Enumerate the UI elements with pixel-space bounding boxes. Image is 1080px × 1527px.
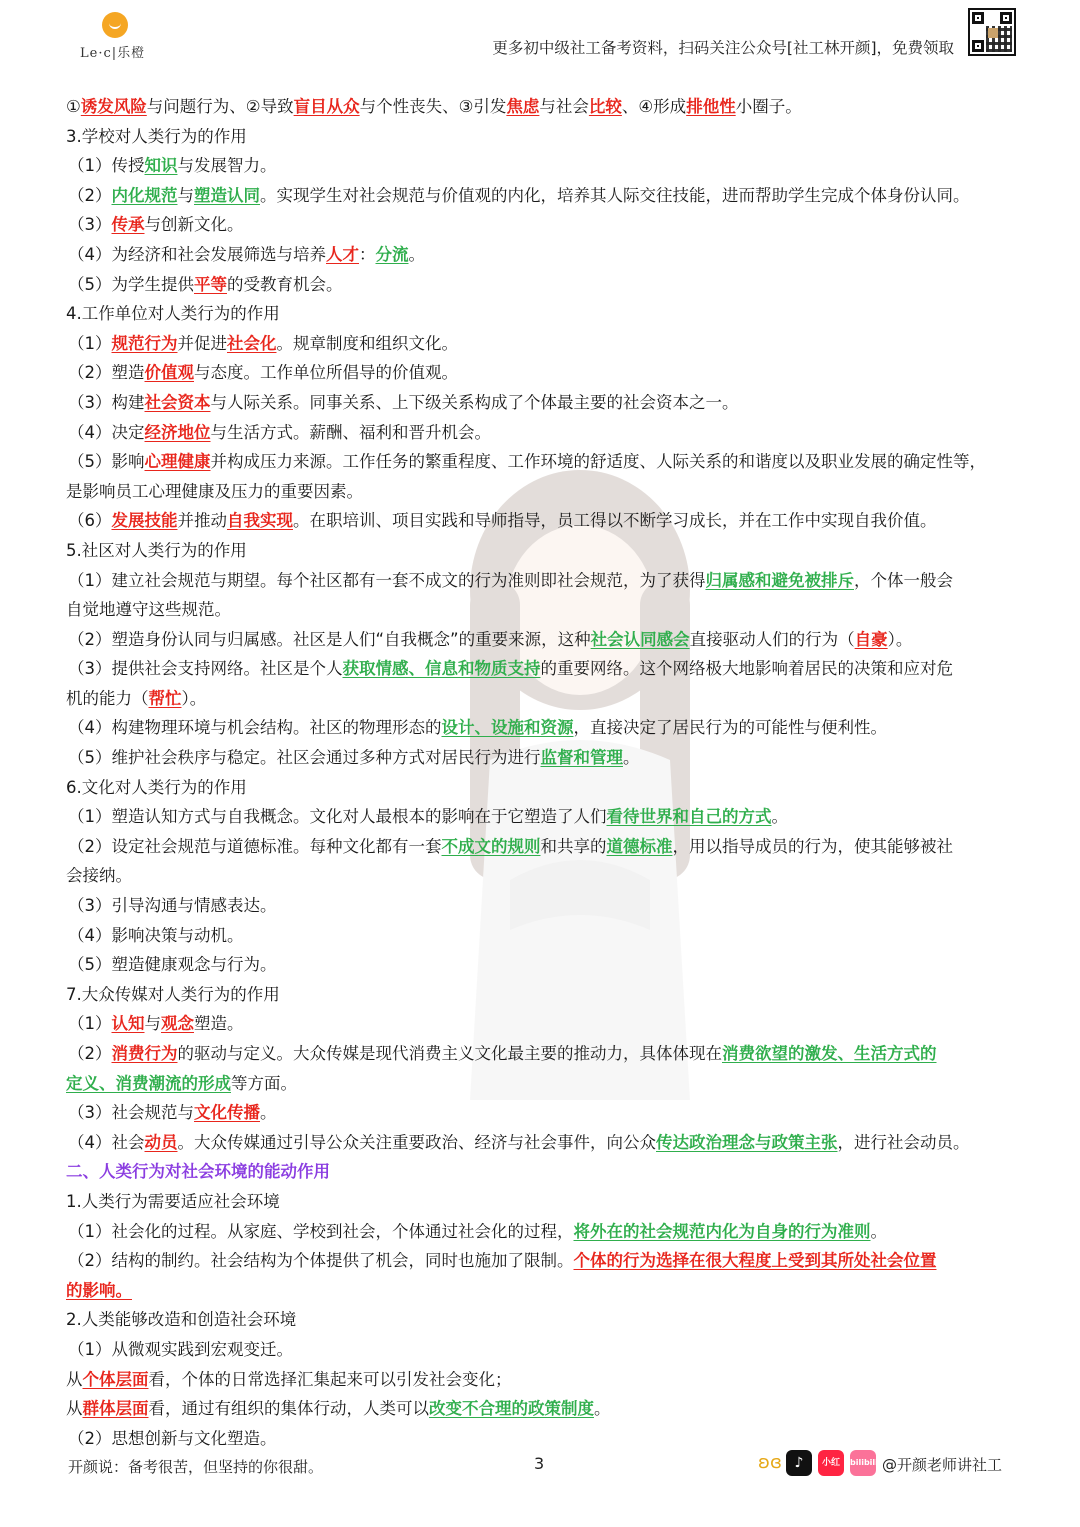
text-segment: （2）塑造: [68, 363, 145, 383]
page-header: [0, 0, 1080, 70]
key-term-red: 认知: [111, 1014, 145, 1034]
text-line: [66, 891, 1026, 921]
text-segment: （2）: [68, 185, 112, 205]
text-line: [66, 980, 1026, 1010]
key-term-green: 传达政治理念与政策主张: [656, 1132, 838, 1152]
text-line: [66, 832, 1026, 862]
text-segment: 与创新文化。: [144, 215, 244, 235]
logo-text: Le·c|乐橙: [80, 46, 146, 61]
key-term-green: 不成文的规则: [441, 836, 541, 856]
text-segment: 7.大众传媒对人类行为的作用: [66, 984, 280, 1004]
butterfly-icon[interactable]: ʚɞ: [758, 1452, 782, 1473]
text-segment: （1）从微观实践到宏观变迁。: [68, 1339, 293, 1359]
text-segment: 6.文化对人类行为的作用: [66, 777, 247, 797]
text-segment: 与个性丧失、③引发: [359, 97, 507, 116]
text-segment: ，个体一般会: [854, 570, 953, 590]
key-term-red: 动员: [144, 1132, 178, 1152]
key-term-red: 焦虑: [506, 97, 540, 116]
text-segment: ①: [66, 97, 81, 116]
text-segment: 。: [870, 1221, 887, 1241]
key-term-red: 个体的行为选择在很大程度上受到其所处社会位置: [573, 1251, 937, 1271]
key-term-red: 价值观: [144, 363, 194, 383]
text-segment: 自觉地遵守这些规范。: [66, 600, 231, 620]
text-segment: （3）引导沟通与情感表达。: [68, 896, 277, 916]
text-segment: （2）: [68, 1044, 112, 1063]
text-segment: 塑造。: [194, 1014, 244, 1034]
text-line: [66, 329, 1026, 359]
text-line: [66, 1246, 1026, 1276]
key-term-red: 排他性: [686, 97, 736, 116]
text-segment: 。: [408, 244, 425, 264]
text-segment: 5.社区对人类行为的作用: [66, 540, 247, 560]
text-line: [66, 299, 1026, 329]
key-term-green: 知识: [144, 156, 178, 176]
key-term-green: 社会认同感会: [590, 629, 690, 649]
text-line: [66, 270, 1026, 300]
text-line: [66, 210, 1026, 240]
text-line: [66, 1394, 1026, 1424]
text-segment: 3.学校对人类行为的作用: [66, 126, 247, 146]
bilibili-icon[interactable]: bilibili: [850, 1450, 876, 1476]
text-segment: 、④形成: [621, 97, 687, 116]
douyin-icon[interactable]: ♪: [786, 1450, 812, 1476]
text-line: [66, 447, 1026, 477]
text-segment: （5）塑造健康观念与行为。: [68, 955, 277, 975]
text-line: [66, 1187, 1026, 1217]
text-segment: ，用以指导成员的行为，使其能够被社: [672, 836, 953, 856]
text-line: [66, 506, 1026, 536]
text-line: [66, 1128, 1026, 1158]
key-term-red: 社会资本: [144, 392, 211, 412]
text-segment: 与问题行为、②导致: [146, 97, 294, 116]
key-term-red: 群体层面: [82, 1399, 149, 1419]
text-segment: 并促进: [177, 333, 227, 353]
text-line: [66, 1276, 1026, 1306]
key-term-red: 比较: [588, 97, 622, 116]
text-segment: （3）构建: [68, 392, 145, 412]
footer-motto: 开颜说：备考很苦，但坚持的你很甜。: [68, 1458, 324, 1476]
text-segment: （2）结构的制约。社会结构为个体提供了机会，同时也施加了限制。: [68, 1251, 574, 1271]
text-segment: 。实现学生对社会规范与价值观的内化，培养其人际交往技能，进而帮助学生完成个体身份认同。: [260, 185, 970, 205]
text-segment: 1.人类行为需要适应社会环境: [66, 1191, 280, 1211]
key-term-red: 观念: [161, 1014, 194, 1034]
text-line: [66, 684, 1026, 714]
text-segment: 会接纳。: [66, 866, 132, 886]
text-line: [66, 418, 1026, 448]
key-term-green: 将外在的社会规范内化为自身的行为准则: [573, 1221, 871, 1241]
key-term-green: 改变不合理的政策制度: [429, 1399, 594, 1419]
text-line: [66, 654, 1026, 684]
text-segment: 并构成压力来源。工作任务的繁重程度、工作环境的舒适度、人际关系的和谐度以及职业发展的确定性等，: [210, 452, 986, 472]
text-segment: 2.人类能够改造和创造社会环境: [66, 1310, 297, 1330]
text-segment: （5）维护社会秩序与稳定。社区会通过多种方式对居民行为进行: [68, 748, 541, 768]
key-term-red: 社会化: [227, 333, 277, 353]
text-segment: （4）影响决策与动机。: [68, 925, 244, 945]
text-segment: 看，通过有组织的集体行动，人类可以: [148, 1399, 429, 1419]
text-segment: 等方面。: [231, 1073, 297, 1093]
text-segment: ，直接决定了居民行为的可能性与便利性。: [573, 718, 887, 738]
text-segment: 并推动: [177, 511, 227, 531]
social-handle: @开颜老师讲社工: [882, 1456, 1003, 1474]
page-number: 3: [534, 1454, 545, 1473]
text-line: [66, 743, 1026, 773]
text-line: [66, 1217, 1026, 1247]
key-term-green: 消费欲望的激发、生活方式的: [722, 1044, 937, 1063]
key-term-red: 诱发风险: [80, 97, 147, 116]
key-term-red: 规范行为: [111, 333, 178, 353]
text-segment: （3）提供社会支持网络。社区是个人: [68, 659, 343, 679]
text-line: [66, 713, 1026, 743]
text-segment: 。: [771, 807, 788, 827]
text-segment: （4）构建物理环境与机会结构。社区的物理形态的: [68, 718, 442, 738]
key-term-green: 定义、消费潮流的形成: [66, 1073, 231, 1093]
text-segment: 从: [66, 1399, 83, 1419]
text-segment: 与社会: [539, 97, 589, 116]
text-segment: （1）传授: [68, 156, 145, 176]
key-term-red: 自我实现: [227, 511, 293, 531]
text-segment: （4）决定: [68, 422, 145, 442]
key-term-red: 盲目从众: [293, 97, 360, 116]
text-segment: 与: [144, 1014, 161, 1034]
text-line: [66, 477, 1026, 507]
text-line: [66, 1039, 1026, 1069]
section-heading: 二、人类行为对社会环境的能动作用: [66, 1162, 330, 1182]
text-line: [66, 1098, 1026, 1128]
text-segment: （4）社会: [68, 1132, 145, 1152]
text-segment: （3）社会规范与: [68, 1103, 194, 1123]
key-term-green: 看待世界和自己的方式: [606, 807, 772, 827]
text-segment: 机的能力（: [66, 688, 149, 708]
text-line: [66, 1009, 1026, 1039]
text-segment: （6）: [68, 511, 112, 531]
text-line: [66, 802, 1026, 832]
text-segment: （5）为学生提供: [68, 274, 194, 294]
key-term-red: 消费行为: [111, 1044, 178, 1063]
text-segment: （1）塑造认知方式与自我概念。文化对人最根本的影响在于它塑造了人们: [68, 807, 607, 827]
text-line: [66, 595, 1026, 625]
text-line: [66, 625, 1026, 655]
key-term-green: 分流: [375, 244, 409, 264]
text-line: [66, 122, 1026, 152]
key-term-red: 的影响。: [66, 1280, 132, 1300]
key-term-red: 帮忙: [148, 688, 182, 708]
text-segment: （2）设定社会规范与道德标准。每种文化都有一套: [68, 836, 442, 856]
text-segment: 的重要网络。这个网络极大地影响着居民的决策和应对危: [540, 659, 953, 679]
text-line: [66, 950, 1026, 980]
qr-code-icon: [968, 8, 1016, 56]
key-term-red: 平等: [194, 274, 227, 294]
text-segment: ）。: [887, 629, 913, 649]
key-term-red: 心理健康: [144, 452, 211, 472]
text-segment: 。: [594, 1399, 611, 1419]
text-line: [66, 181, 1026, 211]
text-line: [66, 151, 1026, 181]
text-segment: 4.工作单位对人类行为的作用: [66, 304, 280, 324]
text-segment: 小圈子。: [735, 97, 802, 116]
sun-icon: [102, 12, 128, 38]
text-segment: 与: [177, 185, 194, 205]
text-segment: ，进行社会动员。: [837, 1132, 970, 1152]
text-segment: 。在职培训、项目实践和导师指导，员工得以不断学习成长，并在工作中实现自我价值。: [293, 511, 937, 531]
text-segment: 。: [623, 748, 640, 768]
text-line: [66, 240, 1026, 270]
text-segment: 直接驱动人们的行为（: [689, 629, 855, 649]
text-segment: 。: [260, 1103, 277, 1123]
key-term-red: 自豪: [854, 629, 888, 649]
text-line: [66, 861, 1026, 891]
key-term-red: 发展技能: [111, 511, 178, 531]
text-segment: （1）社会化的过程。从家庭、学校到社会，个体通过社会化的过程，: [68, 1221, 574, 1241]
brand-logo: [80, 12, 160, 62]
text-segment: （3）: [68, 215, 112, 235]
key-term-green: 塑造认同: [194, 185, 260, 205]
text-line: [66, 921, 1026, 951]
text-segment: 的驱动与定义。大众传媒是现代消费主义文化最主要的推动力，具体体现在: [177, 1044, 722, 1063]
text-line: [66, 773, 1026, 803]
text-segment: 与态度。工作单位所倡导的价值观。: [194, 363, 458, 383]
text-line: [66, 358, 1026, 388]
text-segment: （1）建立社会规范与期望。每个社区都有一套不成文的行为准则即社会规范，为了获得: [68, 570, 706, 590]
text-segment: 与人际关系。同事关系、上下级关系构成了个体最主要的社会资本之一。: [210, 392, 739, 412]
text-segment: 的受教育机会。: [227, 274, 343, 294]
text-line: [66, 1157, 1026, 1187]
text-segment: 。规章制度和组织文化。: [276, 333, 458, 353]
text-segment: 与生活方式。薪酬、福利和晋升机会。: [210, 422, 491, 442]
text-segment: 是影响员工心理健康及压力的重要因素。: [66, 481, 363, 501]
text-segment: （2）思想创新与文化塑造。: [68, 1428, 277, 1448]
key-term-green: 监督和管理: [540, 748, 623, 768]
text-line: [66, 1365, 1026, 1395]
text-segment: ）。: [181, 688, 207, 708]
text-line: [66, 566, 1026, 596]
text-line: [66, 1069, 1026, 1099]
key-term-green: 归属感和避免被排斥: [705, 570, 854, 590]
text-segment: （5）影响: [68, 452, 145, 472]
key-term-red: 经济地位: [144, 422, 211, 442]
text-segment: （1）: [68, 333, 112, 353]
text-line: [66, 92, 1026, 122]
text-segment: （2）塑造身份认同与归属感。社区是人们“自我概念”的重要来源，这种: [68, 629, 591, 649]
key-term-red: 个体层面: [82, 1369, 149, 1389]
text-segment: （1）: [68, 1014, 112, 1034]
text-segment: ：: [359, 244, 376, 264]
text-segment: 从: [66, 1369, 83, 1389]
text-segment: 看，个体的日常选择汇集起来可以引发社会变化；: [148, 1369, 512, 1389]
key-term-green: 获取情感、信息和物质支持: [342, 659, 541, 679]
key-term-red: 人才: [326, 244, 359, 264]
text-line: [66, 388, 1026, 418]
document-body: [66, 92, 1026, 1453]
text-line: [66, 1335, 1026, 1365]
key-term-green: 道德标准: [606, 836, 673, 856]
xiaohongshu-icon[interactable]: 小红书: [818, 1450, 844, 1476]
key-term-green: 设计、设施和资源: [441, 718, 574, 738]
text-segment: 与发展智力。: [177, 156, 277, 176]
text-segment: 。大众传媒通过引导公众关注重要政治、经济与社会事件，向公众: [177, 1132, 656, 1152]
promo-text: 更多初中级社工备考资料，扫码关注公众号[社工林开颜]，免费领取: [492, 39, 954, 57]
page-footer: [0, 1440, 1080, 1500]
text-line: [66, 536, 1026, 566]
key-term-red: 传承: [111, 215, 145, 235]
key-term-green: 内化规范: [111, 185, 178, 205]
text-segment: （4）为经济和社会发展筛选与培养: [68, 244, 326, 264]
text-line: [66, 1305, 1026, 1335]
text-segment: 和共享的: [540, 836, 607, 856]
key-term-red: 文化传播: [194, 1103, 260, 1123]
